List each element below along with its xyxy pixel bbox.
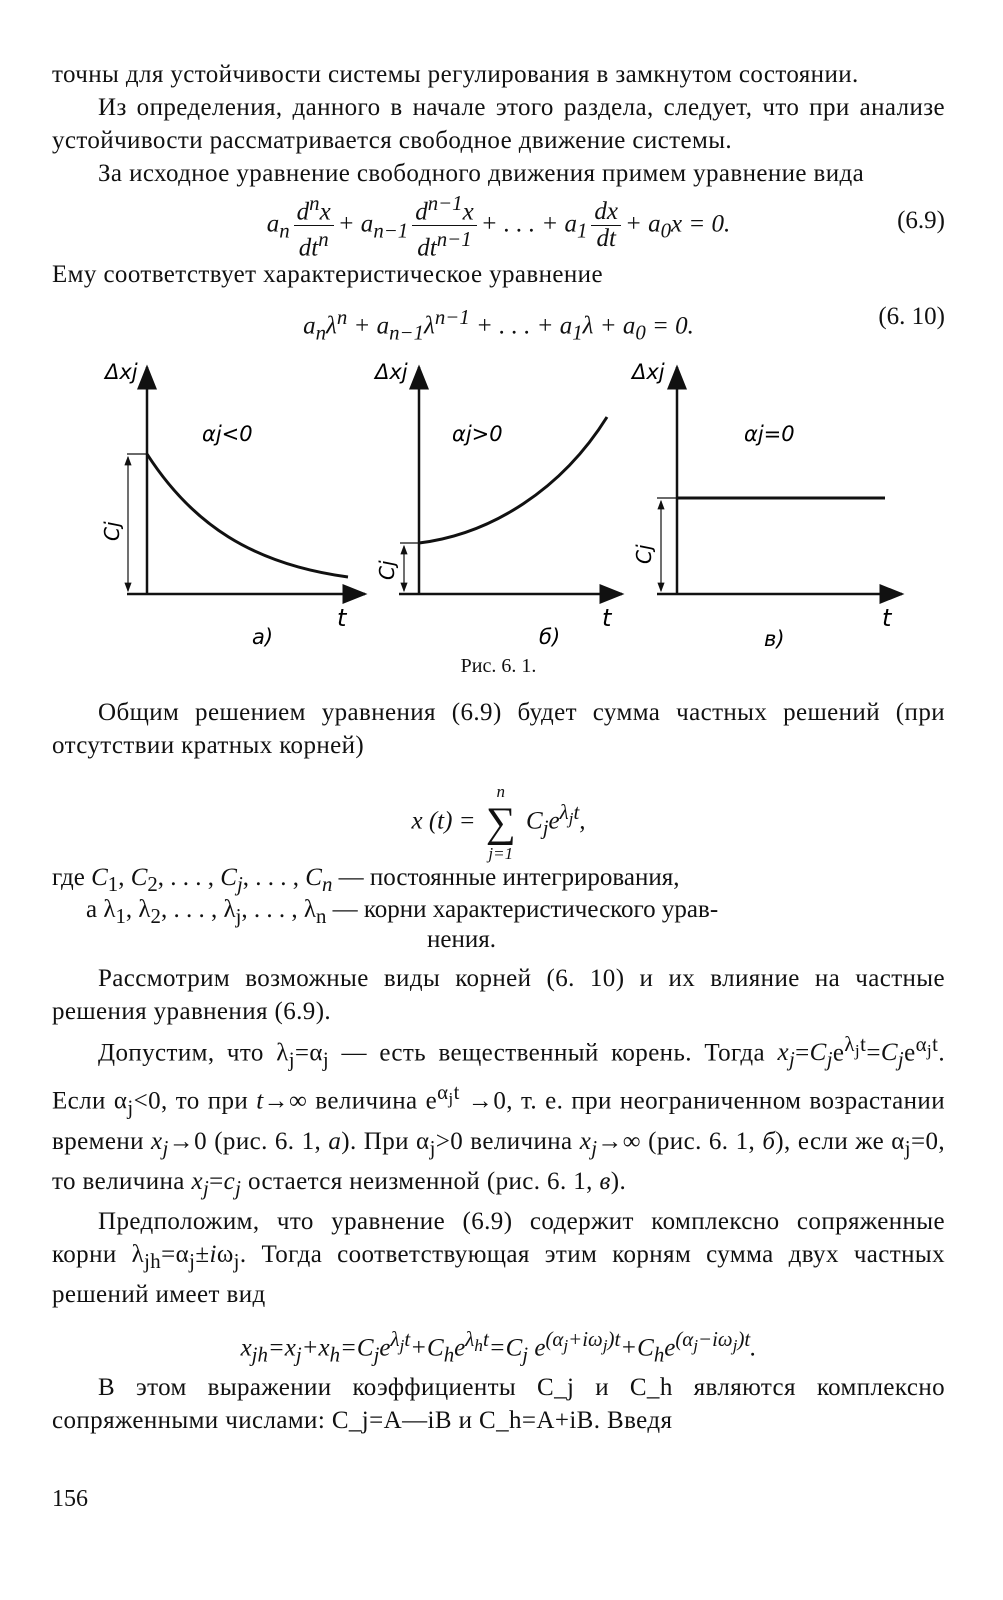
paragraph-2: Из определения, данного в начале этого раздела, следует, что при анализе устойчивости рассматривается свободное движение системы. xyxy=(52,94,945,154)
panel-b-amp: Cj xyxy=(375,560,399,580)
paragraph-6: Рассмотрим возможные виды корней (6. 10) и их влияние на частные решения уравнения (6.9). xyxy=(52,965,945,1025)
equation-number: (6. 10) xyxy=(878,303,945,330)
panel-b-y-label: Δxj xyxy=(375,360,408,384)
page-number: 156 xyxy=(52,1486,88,1512)
equation-6-10: $a_n\lambda^n + a_{n-1}\lambda^{n-1}$ + . . . + $a_1\lambda + a_0 = 0$. (6. 10) xyxy=(52,291,945,343)
definition-1: — постоянные интегрирования, xyxy=(338,864,680,891)
panel-a-x-label: t xyxy=(337,604,347,632)
panel-v-amp: Cj xyxy=(632,544,656,564)
panel-v-x-label: t xyxy=(882,604,892,632)
panel-a xyxy=(100,360,365,649)
page-body xyxy=(52,58,945,1437)
paragraph-roots-real: Допустим, что $\lambda_j=\alpha_j$ — есть вещественный корень. Тогда $x_j=C_je^{\lambda_jt}=C_je^{\alpha_jt}$. Если $\alpha_j<0$, то при t→∞ величина $e^{\alpha_jt} \to 0$, т. е. при неограниченном возрастании времени $x_j\to 0$ (рис. 6. 1, а). При $\alpha_j>0$ величина $x_j\to\infty$ (рис. 6. 1, б), если же $\alpha_j=0$, то величина $x_j=c_j$ остается неизменной (рис. 6. 1, в). xyxy=(52,1032,946,1200)
panel-v-condition: αj=0 xyxy=(744,422,795,446)
panel-a-amp: Cj xyxy=(100,521,124,541)
definition-2-cont: нения. xyxy=(427,926,496,953)
panel-v xyxy=(630,360,902,649)
panel-b xyxy=(373,360,622,649)
definition-2: — корни характеристического урав- xyxy=(332,896,719,923)
definitions: где $C_1$, $C_2$, . . . , $C_j$, . . . , $C_n$ — постоянные интегрирования, а $\lambda_1$, $\lambda_2$, . . . , $\lambda_j$, . . . , $\lambda_n$ — корни характеристического урав- нения. xyxy=(52,862,945,962)
panel-v-y-label: Δxj xyxy=(632,360,665,384)
equation-general-solution: x (t) = n ∑ j=1 $C_je^{\lambda_jt}$, xyxy=(411,781,586,863)
panel-v-label: в) xyxy=(764,627,785,649)
panel-a-label: а) xyxy=(252,625,274,649)
figure-caption: Рис. 6. 1. xyxy=(460,655,537,677)
panel-b-label: б) xyxy=(539,625,561,649)
paragraph-7: В этом выражении коэффициенты C_j и C_h являются комплексно сопряженными числами: C_j=A—iB и C_h=A+iB. Введя xyxy=(52,1373,945,1434)
panel-a-condition: αj<0 xyxy=(202,422,253,446)
panel-a-y-label: Δxj xyxy=(105,360,138,384)
panel-b-x-label: t xyxy=(602,604,612,632)
equation-number: (6.9) xyxy=(897,207,945,234)
panel-b-condition: αj>0 xyxy=(452,422,503,446)
paragraph-5: Общим решением уравнения (6.9) будет сумма частных решений (при отсутствии кратных корней) xyxy=(52,699,945,759)
paragraph-3: За исходное уравнение свободного движения примем уравнение вида xyxy=(98,160,865,187)
paragraph-1: точны для устойчивости системы регулирования в замкнутом состоянии. xyxy=(52,61,859,88)
figure-6-1 xyxy=(52,349,945,649)
paragraph-roots-complex: Предположим, что уравнение (6.9) содержит комплексно сопряженные корни $\lambda_{jh}=\alpha_j\pm i\omega_j$. Тогда соответствующая этим корням сумма двух частных решений имеет вид xyxy=(52,1207,945,1308)
figure-graphs xyxy=(52,349,945,649)
equation-complex-sum: $x_{jh}=x_j+x_h=C_je^{\lambda_jt}+C_he^{\lambda_ht}=C_j$ $e^{(\alpha_j+i\omega_j)t}+C_he^{(\alpha_j-i\omega_j)t}$. xyxy=(240,1326,757,1366)
paragraph-4: Ему соответствует характеристическое уравнение xyxy=(52,261,603,288)
equation-6-9: $a_n$ $\frac{d^nx}{dt^n}$ + $a_{n-1}$ $\frac{d^{n-1}x}{dt^{n-1}}$ + . . . + $a_1$ $\frac{dx}{dt}$ + $a_0x = 0$. (6.9) xyxy=(266,191,945,262)
